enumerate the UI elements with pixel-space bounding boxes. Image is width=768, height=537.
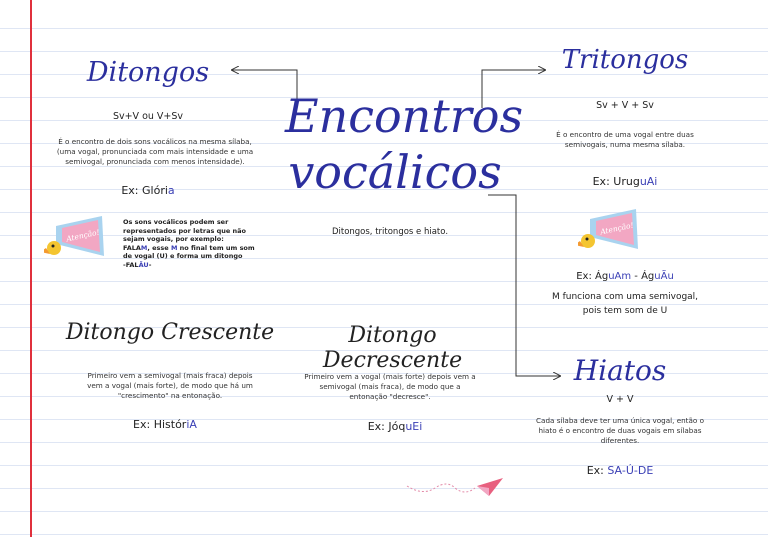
note-falam-au: ÃU bbox=[138, 260, 149, 269]
tritongos-example-highlight: uAi bbox=[639, 175, 658, 188]
main-title-line2: vocálicos bbox=[288, 145, 502, 199]
tritongos-formula: Sv + V + Sv bbox=[596, 100, 654, 111]
decrescente-description: Primeiro vem a vogal (mais forte) depois vem a semivogal (mais fraca), de modo que a entonação "decresce". bbox=[304, 372, 476, 401]
ditongos-title: Ditongos bbox=[86, 57, 210, 88]
ditongos-example-highlight: a bbox=[167, 184, 175, 197]
main-title bbox=[285, 88, 524, 200]
tritongos-example-2 bbox=[545, 271, 705, 282]
hiatos-example-suffix: -DE bbox=[633, 464, 654, 477]
atencao-label-1: Atenção! bbox=[65, 227, 101, 244]
crescente-description: Primeiro vem a semivogal (mais fraca) depois vem a vogal (mais forte), de modo que há um "crescimento" na entonação. bbox=[87, 371, 253, 400]
note-falam-line5: de vogal (U) e forma um ditongo bbox=[123, 252, 243, 261]
tritongos-ex2-d: uÃu bbox=[654, 271, 674, 282]
decrescente-example bbox=[320, 420, 470, 433]
note-falam-line3: sejam vogais, por exemplo: bbox=[123, 235, 224, 244]
note-falam-rest: no final tem um som bbox=[177, 243, 255, 252]
tritongos-example bbox=[555, 175, 695, 188]
note-falam-line2: representados por letras que não bbox=[123, 226, 247, 235]
main-title-line1: Encontros bbox=[285, 89, 524, 143]
tritongos-example-text: Ex: Urug bbox=[592, 175, 640, 188]
tritongos-description: É o encontro de uma vogal entre duas semivogais, numa mesma sílaba. bbox=[556, 130, 694, 149]
tritongos-ex2-b: uAm bbox=[608, 271, 632, 282]
atencao-callout-2 bbox=[578, 205, 640, 255]
note-falam-line6 bbox=[123, 261, 273, 270]
ditongos-formula: Sv+V ou V+Sv bbox=[112, 111, 184, 122]
note-falam-word: FALA bbox=[123, 243, 141, 252]
note-falam-line4 bbox=[123, 244, 273, 253]
note-falam-m2: M bbox=[170, 243, 178, 252]
main-subtitle: Ditongos, tritongos e hiato. bbox=[331, 227, 449, 237]
tritongos-ex2-a: Ex: Ág bbox=[576, 271, 609, 282]
atencao-label-2: Atenção! bbox=[599, 220, 635, 237]
tritongos-note-line2: pois tem som de U bbox=[582, 306, 668, 316]
tritongos-title: Tritongos bbox=[561, 45, 689, 75]
note-falam-prefix: -FAL bbox=[123, 260, 139, 269]
decrescente-example-highlight: uEi bbox=[405, 420, 423, 433]
crescente-example bbox=[90, 418, 240, 431]
hiatos-example-highlight-b: Ú bbox=[625, 464, 634, 477]
crescente-example-text: Ex: Histór bbox=[133, 418, 187, 431]
hiatos-example-text: Ex: bbox=[586, 464, 608, 477]
tritongos-note bbox=[530, 290, 720, 318]
hiatos-example bbox=[560, 464, 680, 477]
decrescente-example-text: Ex: Jóq bbox=[367, 420, 406, 433]
atencao-callout-1 bbox=[44, 212, 106, 262]
note-falam-sep: , esse bbox=[147, 243, 171, 252]
note-falam-line1: Os sons vocálicos podem ser bbox=[123, 218, 229, 226]
crescente-example-highlight: iA bbox=[186, 418, 197, 431]
hiatos-example-highlight-a: SA- bbox=[607, 464, 626, 477]
hiatos-title: Hiatos bbox=[573, 354, 667, 387]
ditongos-description: É o encontro de dois sons vocálicos na mesma sílaba, (uma vogal, pronunciada com mais intensidade e uma semivogal, pronunciada com menos intensidade). bbox=[56, 137, 254, 166]
tritongos-ex2-c: - Ág bbox=[631, 271, 655, 282]
tritongos-note-line1: M funciona com uma semivogal, bbox=[551, 292, 699, 302]
ditongos-example-text: Ex: Glóri bbox=[121, 184, 168, 197]
decrescente-title: Ditongo Decrescente bbox=[322, 323, 463, 373]
hiatos-formula: V + V bbox=[606, 394, 634, 405]
crescente-title: Ditongo Crescente bbox=[65, 320, 275, 345]
note-falam bbox=[123, 218, 273, 270]
note-falam-m: M bbox=[140, 243, 148, 252]
note-falam-suffix: - bbox=[148, 260, 152, 269]
ditongos-example bbox=[78, 184, 218, 197]
hiatos-description: Cada sílaba deve ter uma única vogal, então o hiato é o encontro de duas vogais em sílabas diferentes. bbox=[536, 416, 704, 445]
paper-plane-icon bbox=[405, 474, 505, 500]
